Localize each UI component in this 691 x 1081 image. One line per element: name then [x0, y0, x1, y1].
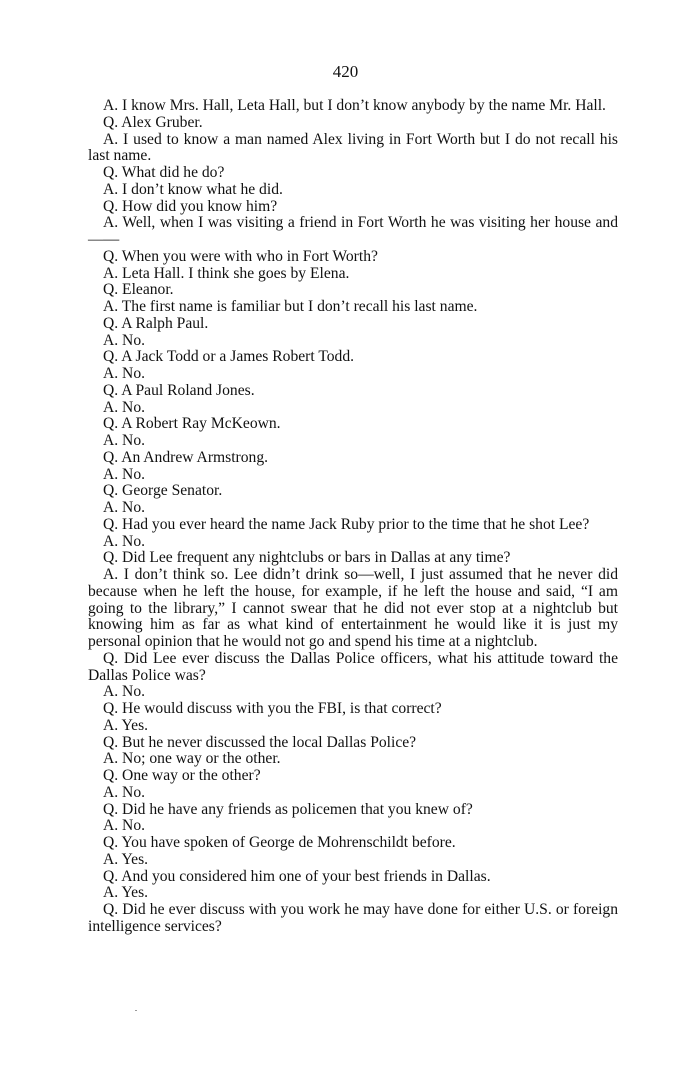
answer-paragraph: A. Well, when I was visiting a friend in Fort Worth he was visiting her house and——: [88, 214, 618, 248]
question-paragraph: Q. One way or the other?: [103, 767, 261, 784]
answer-paragraph: A. I don’t think so. Lee didn’t drink so—well, I just assumed that he never did because when he left the house, for example, if he left the house and said, “I am going to the library,” I cannot swear that he did not ever stop at a nightclub but knowing him as far as what kind of entertainment he would like it is just my personal opinion that he would not go and spend his time at a nightclub.: [88, 566, 618, 650]
answer-paragraph: A. No.: [103, 532, 146, 550]
answer-paragraph: A. No.: [103, 465, 146, 483]
transcript-body: [88, 98, 618, 936]
question-paragraph: Q. Did Lee ever discuss the Dallas Police officers, what his attitude toward the Dallas Police was?: [88, 649, 618, 684]
answer-paragraph: A. No.: [103, 365, 146, 382]
question-paragraph: Q. But he never discussed the local Dallas Police?: [103, 733, 417, 751]
answer-paragraph: A. No.: [103, 499, 146, 516]
answer-paragraph: A. No.: [103, 817, 146, 835]
question-paragraph: Q. Alex Gruber.: [103, 113, 203, 131]
scan-speck: [135, 1010, 137, 1011]
question-paragraph: Q. He would discuss with you the FBI, is that correct?: [103, 700, 442, 717]
question-paragraph: Q. Eleanor.: [103, 281, 174, 299]
answer-paragraph: A. Yes.: [103, 716, 149, 734]
answer-paragraph: A. I used to know a man named Alex living in Fort Worth but I do not recall his last name.: [88, 130, 618, 165]
question-paragraph: Q. Did he ever discuss with you work he may have done for either U.S. or foreign intelligence services?: [88, 901, 618, 935]
question-paragraph: Q. A Jack Todd or a James Robert Todd.: [103, 348, 355, 366]
answer-paragraph: A. No.: [103, 683, 146, 701]
answer-paragraph: A. I don’t know what he did.: [103, 180, 283, 198]
question-paragraph: Q. And you considered him one of your best friends in Dallas.: [103, 867, 491, 885]
question-paragraph: Q. How did you know him?: [103, 197, 278, 215]
answer-paragraph: A. No.: [103, 398, 146, 416]
answer-paragraph: A. I know Mrs. Hall, Leta Hall, but I don’t know anybody by the name Mr. Hall.: [103, 97, 606, 114]
answer-paragraph: A. Yes.: [103, 850, 149, 868]
question-paragraph: Q. Had you ever heard the name Jack Ruby prior to the time that he shot Lee?: [103, 515, 590, 533]
question-paragraph: Q. An Andrew Armstrong.: [103, 448, 269, 466]
question-paragraph: Q. George Senator.: [103, 482, 223, 500]
answer-paragraph: A. No.: [103, 331, 146, 349]
question-paragraph: Q. A Paul Roland Jones.: [103, 381, 255, 399]
question-paragraph: Q. When you were with who in Fort Worth?: [103, 247, 378, 265]
question-paragraph: Q. Did Lee frequent any nightclubs or bars in Dallas at any time?: [103, 549, 511, 567]
question-paragraph: Q. What did he do?: [103, 164, 225, 181]
answer-paragraph: A. No.: [103, 432, 146, 449]
question-paragraph: Q. You have spoken of George de Mohrenschildt before.: [103, 834, 456, 851]
question-paragraph: Q. A Robert Ray McKeown.: [103, 415, 281, 433]
answer-paragraph: A. Leta Hall. I think she goes by Elena.: [103, 264, 350, 282]
answer-paragraph: A. No.: [103, 783, 146, 801]
answer-paragraph: A. Yes.: [103, 884, 149, 902]
page-number: 420: [332, 62, 359, 81]
answer-paragraph: A. The first name is familiar but I don’t recall his last name.: [103, 298, 478, 315]
question-paragraph: Q. A Ralph Paul.: [103, 314, 209, 332]
question-paragraph: Q. Did he have any friends as policemen that you knew of?: [103, 800, 473, 818]
answer-paragraph: A. No; one way or the other.: [103, 750, 281, 768]
